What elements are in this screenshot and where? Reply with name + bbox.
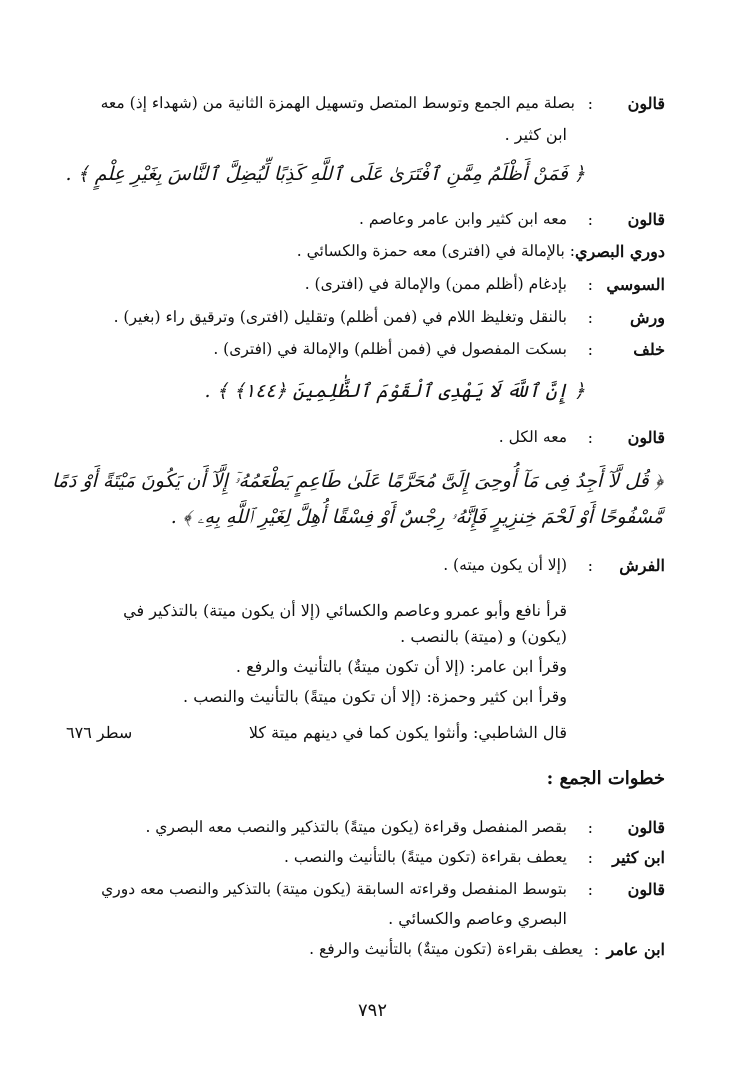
step-ibn-amir: ابن عامر : يعطف بقراءة (تكون ميتةٌ) بالتأنيث والرفع . <box>309 940 665 959</box>
step-qalun-2: قالون : بتوسط المنفصل وقراءته السابقة (يكون ميتة) بالتذكير والنصب معه دوري <box>101 880 665 899</box>
section-heading: خطوات الجمع : <box>546 768 665 789</box>
farsh-detail-1: قرأ نافع وأبو عمرو وعاصم والكسائي (إلا أن يكون ميتة) بالتذكير في <box>123 601 567 620</box>
entry-text: يعطف بقراءة (تكون ميتةً) بالتأنيث والنصب . <box>283 848 567 866</box>
page-number: ٧٩٢ <box>357 1000 387 1021</box>
quran-verse-line-2: مَّسْفُوحًا أَوْ لَحْمَ خِنزِيرٍ فَإِنَّهُۥ رِجْسٌ أَوْ فِسْقًا أُهِلَّ لِغَيْرِ ٱللَّهِ بِهِۦ ﴾ . <box>170 506 663 528</box>
entry-warsh: ورش : بالنقل وتغليظ اللام في (فمن أظلم) وتقليل (افترى) وترقيق راء (بغير) . <box>113 308 665 327</box>
reader-label: قالون <box>627 880 665 899</box>
quran-verse: ﴿ إِنَّ ٱللَّهَ لَا يَهْدِى ٱلْقَوْمَ ٱلظَّٰلِمِينَ ﴿١٤٤﴾ ﴾ . <box>204 380 585 402</box>
entry-duri-basri <box>75 242 665 266</box>
reader-label: قالون <box>627 94 665 113</box>
line-reference: سطر ٦٧٦ <box>66 723 133 742</box>
entry-text: بسكت المفصول في (فمن أظلم) والإمالة في (افترى) . <box>213 340 567 358</box>
reader-label: السوسي <box>606 275 665 294</box>
reader-label: ورش <box>630 308 665 327</box>
step-text-continuation: البصري وعاصم والكسائي . <box>388 909 567 928</box>
farsh-detail-2: (يكون) و (ميتة) بالنصب . <box>400 627 567 646</box>
quran-verse: ﴿ فَمَنْ أَظْلَمُ مِمَّنِ ٱفْتَرَىٰ عَلَى ٱللَّهِ كَذِبًا لِّيُضِلَّ ٱلنَّاسَ بِغَيْرِ عِلْمٍ ﴾ . <box>65 163 585 185</box>
reader-label: الفرش <box>619 556 665 575</box>
entry-qalun-1: قالون : بصلة ميم الجمع وتوسط المتصل وتسهيل الهمزة الثانية من (شهداء إذ) معه <box>100 94 665 113</box>
entry-text: بصلة ميم الجمع وتوسط المتصل وتسهيل الهمزة الثانية من (شهداء إذ) معه <box>100 94 575 112</box>
entry-text: يعطف بقراءة (تكون ميتةٌ) بالتأنيث والرفع . <box>309 940 583 958</box>
entry-farsh: الفرش : (إلا أن يكون ميته) . <box>443 556 665 575</box>
entry-text: معه ابن كثير وابن عامر وعاصم . <box>359 210 567 228</box>
entry-text-continuation: ابن كثير . <box>504 125 567 144</box>
farsh-detail-3: وقرأ ابن عامر: (إلا أن تكون ميتةٌ) بالتأنيث والرفع . <box>235 657 567 676</box>
quran-verse-line-1: ﴿ قُل لَّآ أَجِدُ فِى مَآ أُوحِىَ إِلَىَّ مُحَرَّمًا عَلَىٰ طَاعِمٍ يَطْعَمُهُۥٓ إِلَّآ أَن يَكُونَ مَيْتَةً أَوْ دَمًا <box>51 470 663 492</box>
reader-label: ابن كثير <box>612 848 665 867</box>
entry-khalaf: خلف : بسكت المفصول في (فمن أظلم) والإمالة في (افترى) . <box>213 340 665 359</box>
entry-text: بإدغام (أظلم ممن) والإمالة في (افترى) . <box>304 275 567 293</box>
reader-label: خلف <box>633 340 665 359</box>
entry-text: بالنقل وتغليظ اللام في (فمن أظلم) وتقليل (افترى) وترقيق راء (بغير) . <box>113 308 567 326</box>
entry-qalun-2: قالون : معه ابن كثير وابن عامر وعاصم . <box>359 210 665 229</box>
reader-label: دوري البصري <box>574 242 665 261</box>
shatibi-verse: قال الشاطبي: وأنثوا يكون كما في دينهم ميتة كلا <box>248 723 567 742</box>
reader-label: قالون <box>627 210 665 229</box>
entry-text: (إلا أن يكون ميته) . <box>443 556 567 574</box>
entry-text: بتوسط المنفصل وقراءته السابقة (يكون ميتة) بالتذكير والنصب معه دوري <box>101 880 567 898</box>
reader-label: قالون <box>627 818 665 837</box>
farsh-detail-4: وقرأ ابن كثير وحمزة: (إلا أن تكون ميتةً) بالتأنيث والنصب . <box>183 687 567 706</box>
entry-qalun-3: قالون : معه الكل . <box>498 428 665 447</box>
reader-label: قالون <box>627 428 665 447</box>
entry-text: : بالإمالة في (افترى) معه حمزة والكسائي . <box>296 242 575 260</box>
entry-susi: السوسي : بإدغام (أظلم ممن) والإمالة في (افترى) . <box>304 275 665 294</box>
entry-text: بقصر المنفصل وقراءة (يكون ميتةً) بالتذكير والنصب معه البصري . <box>145 818 567 836</box>
reader-label: ابن عامر <box>606 940 665 959</box>
step-qalun-1: قالون : بقصر المنفصل وقراءة (يكون ميتةً) بالتذكير والنصب معه البصري . <box>145 818 665 837</box>
step-ibn-kathir: ابن كثير : يعطف بقراءة (تكون ميتةً) بالتأنيث والنصب . <box>283 848 665 867</box>
entry-text: معه الكل . <box>498 428 567 446</box>
